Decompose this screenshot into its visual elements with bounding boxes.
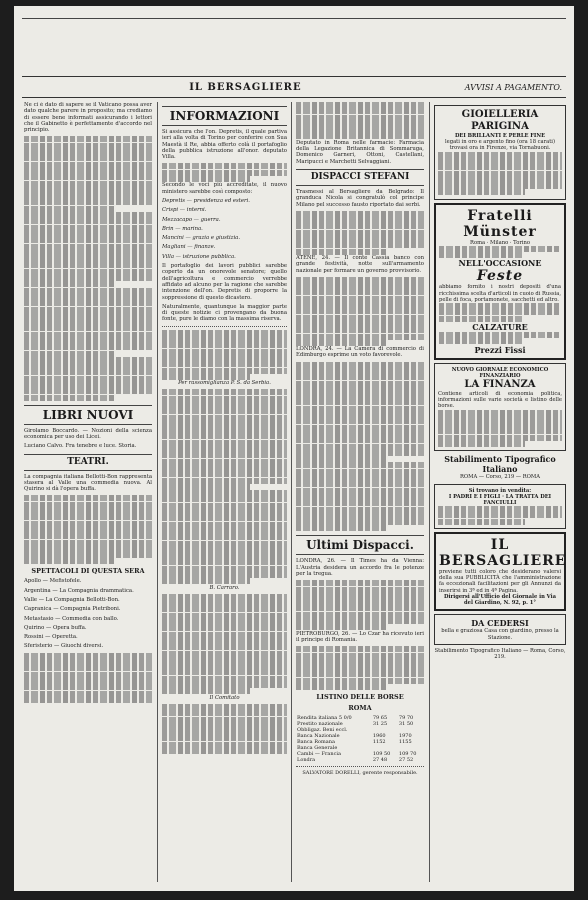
quote-value: 1960 (372, 733, 386, 740)
column-1 (24, 102, 152, 882)
signature: Per rassomiglianza P. S. da Serbia. (178, 380, 271, 387)
ad-stabilimento (434, 454, 566, 480)
section-heading-dispacci: DISPACCI STEFANI (296, 169, 424, 186)
minister-entry: Mezzacapo — guerra. (162, 216, 221, 223)
newspaper-page (14, 6, 574, 891)
quote-value: 31 50 (398, 721, 414, 728)
dispatch: LONDRA, 24. — La Camera di commercio di Edimburgo esprime un voto favorevole. (296, 346, 424, 359)
quote-name: Cambi — Francia (297, 751, 341, 758)
ad-text: previene tutti coloro che desiderano valersi della sua PUBBLICITÀ che l'amministrazione fa eccezionali facilitazioni per gli Annunzi da inserirsi in 3ª ed in 4ª Pagina. (439, 569, 561, 594)
ad-munster (434, 203, 566, 360)
column-divider (429, 102, 430, 882)
section-heading-ultimi: Ultimi Dispacci. (296, 535, 424, 555)
listino-city: ROMA (348, 704, 372, 713)
quote-value: 79 70 (398, 715, 414, 722)
spettacolo-item: Sferisterio — Giuochi diversi. (24, 643, 104, 650)
column-3 (296, 102, 424, 882)
spettacolo-item: Rossini — Operetta. (24, 634, 78, 641)
ad-subtitle: ROMA — Corso, 219 — ROMA (460, 474, 540, 481)
info-paragraph: Naturalmente, quantunque la maggior parte di queste notizie ci provengano da buona fonte, pure le diamo con la massima riserva. (162, 303, 287, 323)
ad-bersagliere (434, 532, 566, 611)
ad-title: GIOIELLERIA PARIGINA (461, 109, 539, 132)
minister-entry: Brin — marina. (162, 225, 203, 232)
section-heading-spettacoli: SPETTACOLI DI QUESTA SERA (31, 567, 145, 576)
quote-name: Prestito nazionale (297, 721, 343, 728)
info-paragraph: Si assicura che l'on. Depretis, il quale partiva ieri alla volta di Torino per conferire con Sua Maestà il Re, abbia offerto colà il portafoglio della pubblica istruzione all'onor. deputato Villa. (162, 129, 287, 161)
quote-value: 109 50 (372, 751, 391, 758)
quote-name: Banca Generale (297, 745, 338, 752)
ad-title: DA CEDERSI (471, 618, 529, 629)
header-right: AVVISI A PAGAMENTO. (464, 82, 562, 92)
ad-head: Si trovano in vendita: (468, 487, 532, 494)
column-4-ads (434, 102, 566, 882)
ad-text: abbiamo fornito i nostri depositi d'una ricchissima scelta d'articoli in cuoio di Russia, pelle di foca, portamonete, sacchetti ed altro. (439, 284, 561, 303)
quote-value: 1970 (398, 733, 412, 740)
minister-entry: Crispi — interni. (162, 207, 207, 214)
column-divider (291, 102, 292, 882)
column-divider (157, 102, 158, 882)
ad-vendita (434, 484, 566, 530)
book-entry: Girolamo Boccardo. — Nozioni della scienza economica per uso dei Licei. (24, 427, 152, 440)
spettacolo-item: Metastasio — Commedia con ballo. (24, 615, 119, 622)
ad-finanza (434, 363, 566, 452)
table-row (296, 757, 424, 763)
ad-text: legati in oro e argento fino (ora 18 carati) trovasi ora in Firenze, via Tornabuoni. (445, 139, 555, 152)
signature: Il Comitato (209, 694, 240, 701)
quote-name: Obbligaz. Beni eccl. (297, 727, 348, 734)
book-entry: Luciano Calvo. Fra tenebre e luce. Storia. (24, 443, 137, 450)
ad-pretitle: NUOVO GIORNALE ECONOMICO FINANZIARIO (451, 366, 549, 379)
col3-intro: Deputato in Roma nelle farmacie: Farmacia della Legazione Britannica di Sommaruga, Domenico Garneri, Ottoni, Castellani, Maripucci e Marchetti Selvaggiani. (296, 139, 424, 165)
minister-entry: Mancini — grazia e giustizia. (162, 235, 241, 242)
dispatch: PIETROBURGO, 26. — Lo Czar ha ricevuto ieri il principe di Romania. (296, 630, 424, 643)
quote-value: 1155 (398, 739, 412, 746)
col1-intro: Ne ci è dato di sapere se il Vaticano possa aver dato qualche parere in proposito; ma crediamo di essere bene informati assicurando i lettori che il Gabinetto è perfettamente d'accordo nel principio. (24, 102, 152, 134)
ad-cities: Roma · Milano · Torino (470, 239, 530, 246)
section-heading-listino: LISTINO DELLE BORSE (316, 693, 404, 702)
info-paragraph: Secondo le voci più accreditate, il nuovo ministero sarebbe così composto: (162, 182, 287, 195)
info-paragraph: Il portafoglio dei lavori pubblici sarebbe coperto da un onorevole senatore; quello dell'agricoltura e commercio verrebbe affidato ad alcuno per la ragione che sarebbe intenzione dell'on. Depretis di proporre la soppressione di questo dicastero. (162, 263, 287, 301)
quote-value: 31 25 (372, 721, 388, 728)
gerente-line: SALVATORE DORELLI, gerente responsabile. (302, 770, 418, 777)
page-header (22, 76, 566, 98)
ad-subtitle: DEI BRILLANTI E PERLE FINE (454, 133, 546, 139)
quote-name: Londra (297, 757, 316, 764)
quote-name: Banca Romana (297, 739, 335, 746)
section-heading-teatri: TEATRI. (24, 454, 152, 471)
ad-text: bella e graziosa Casa con giardino, presso la Stazione. (441, 628, 559, 641)
dispatch: ATENE, 24. — Il conte Cassia banco con grande festività, notte sull'armamento nazionale per formare un governo provvisorio. (296, 254, 424, 274)
quote-name: Banca Nazionale (297, 733, 340, 740)
minister-entry: Depretis — presidenza ed esteri. (162, 197, 250, 204)
spettacolo-item: Quirino — Opera buffa. (24, 624, 87, 631)
ad-footer: Stabilimento Tipografico Italiano — Roma, Corso, 219. (434, 647, 566, 660)
ad-title: IL BERSAGLIERE (439, 537, 566, 570)
ad-title: Stabilimento Tipografico Italiano (444, 454, 556, 475)
ad-gioielleria (434, 105, 566, 200)
quotes-table (296, 715, 424, 763)
quote-value: 27 52 (398, 757, 414, 764)
ad-prezzi: Prezzi Fissi (474, 344, 526, 355)
ad-title: LA FINANZA (464, 378, 536, 390)
ad-calzature: CALZATURE (472, 321, 528, 332)
ad-address: Dirigersi all'Ufficio del Giornale in Via del Giardino, N. 92, p. 1° (444, 593, 556, 607)
ad-feste: Feste (476, 268, 524, 285)
ad-books: I PADRI E I FIGLI · LA TRATTA DEI FANCIULLI (448, 493, 552, 506)
dispatch: Trasmessi al Bersagliere da Belgrado: Il granduca Nicola si congratulò col principe Milano pel successo fausto riportato dai serbi. (296, 188, 424, 208)
quote-value: 27 48 (372, 757, 388, 764)
section-heading-informazioni: INFORMAZIONI (162, 106, 287, 126)
masthead: IL BERSAGLIERE (189, 81, 302, 93)
column-2 (162, 102, 287, 882)
minister-entry: Magliani — finanze. (162, 244, 216, 251)
ad-title: Fratelli Münster (463, 207, 537, 240)
top-rule (22, 18, 566, 19)
teatri-text: La compagnia italiana Bellotti-Bon rappresenta stasera al Valle una commedia nuova. Al Quirino si dà l'opera buffa. (24, 473, 152, 493)
signature: B. Carraro. (209, 584, 240, 591)
spettacolo-item: Apollo — Mefistofele. (24, 578, 82, 585)
minister-entry: Villa — istruzione pubblica. (162, 253, 236, 260)
ad-occasion: NELL'OCCASIONE (458, 258, 542, 269)
quote-value: 1152 (372, 739, 386, 746)
quote-value: 79 65 (372, 715, 388, 722)
section-heading-libri: LIBRI NUOVI (24, 405, 152, 425)
spettacolo-item: Argentina — La Compagnia drammatica. (24, 587, 134, 594)
quote-name: Rendita italiana 5 0/0 (297, 715, 352, 722)
spettacolo-item: Valle — La Compagnia Bellotti-Bon. (24, 597, 120, 603)
ad-text: Contiene articoli di economia politica, informazioni sulle varie società e listino delle borse. (438, 390, 562, 410)
ad-cedersi (434, 614, 566, 644)
spettacolo-item: Capranica — Compagnia Pietriboni. (24, 606, 121, 613)
quote-value: 109 70 (398, 751, 417, 758)
dispatch: LONDRA, 26. — Il Times ha da Vienna: L'Austria desidera un accordo fra le potenze per la tregua. (296, 558, 424, 577)
